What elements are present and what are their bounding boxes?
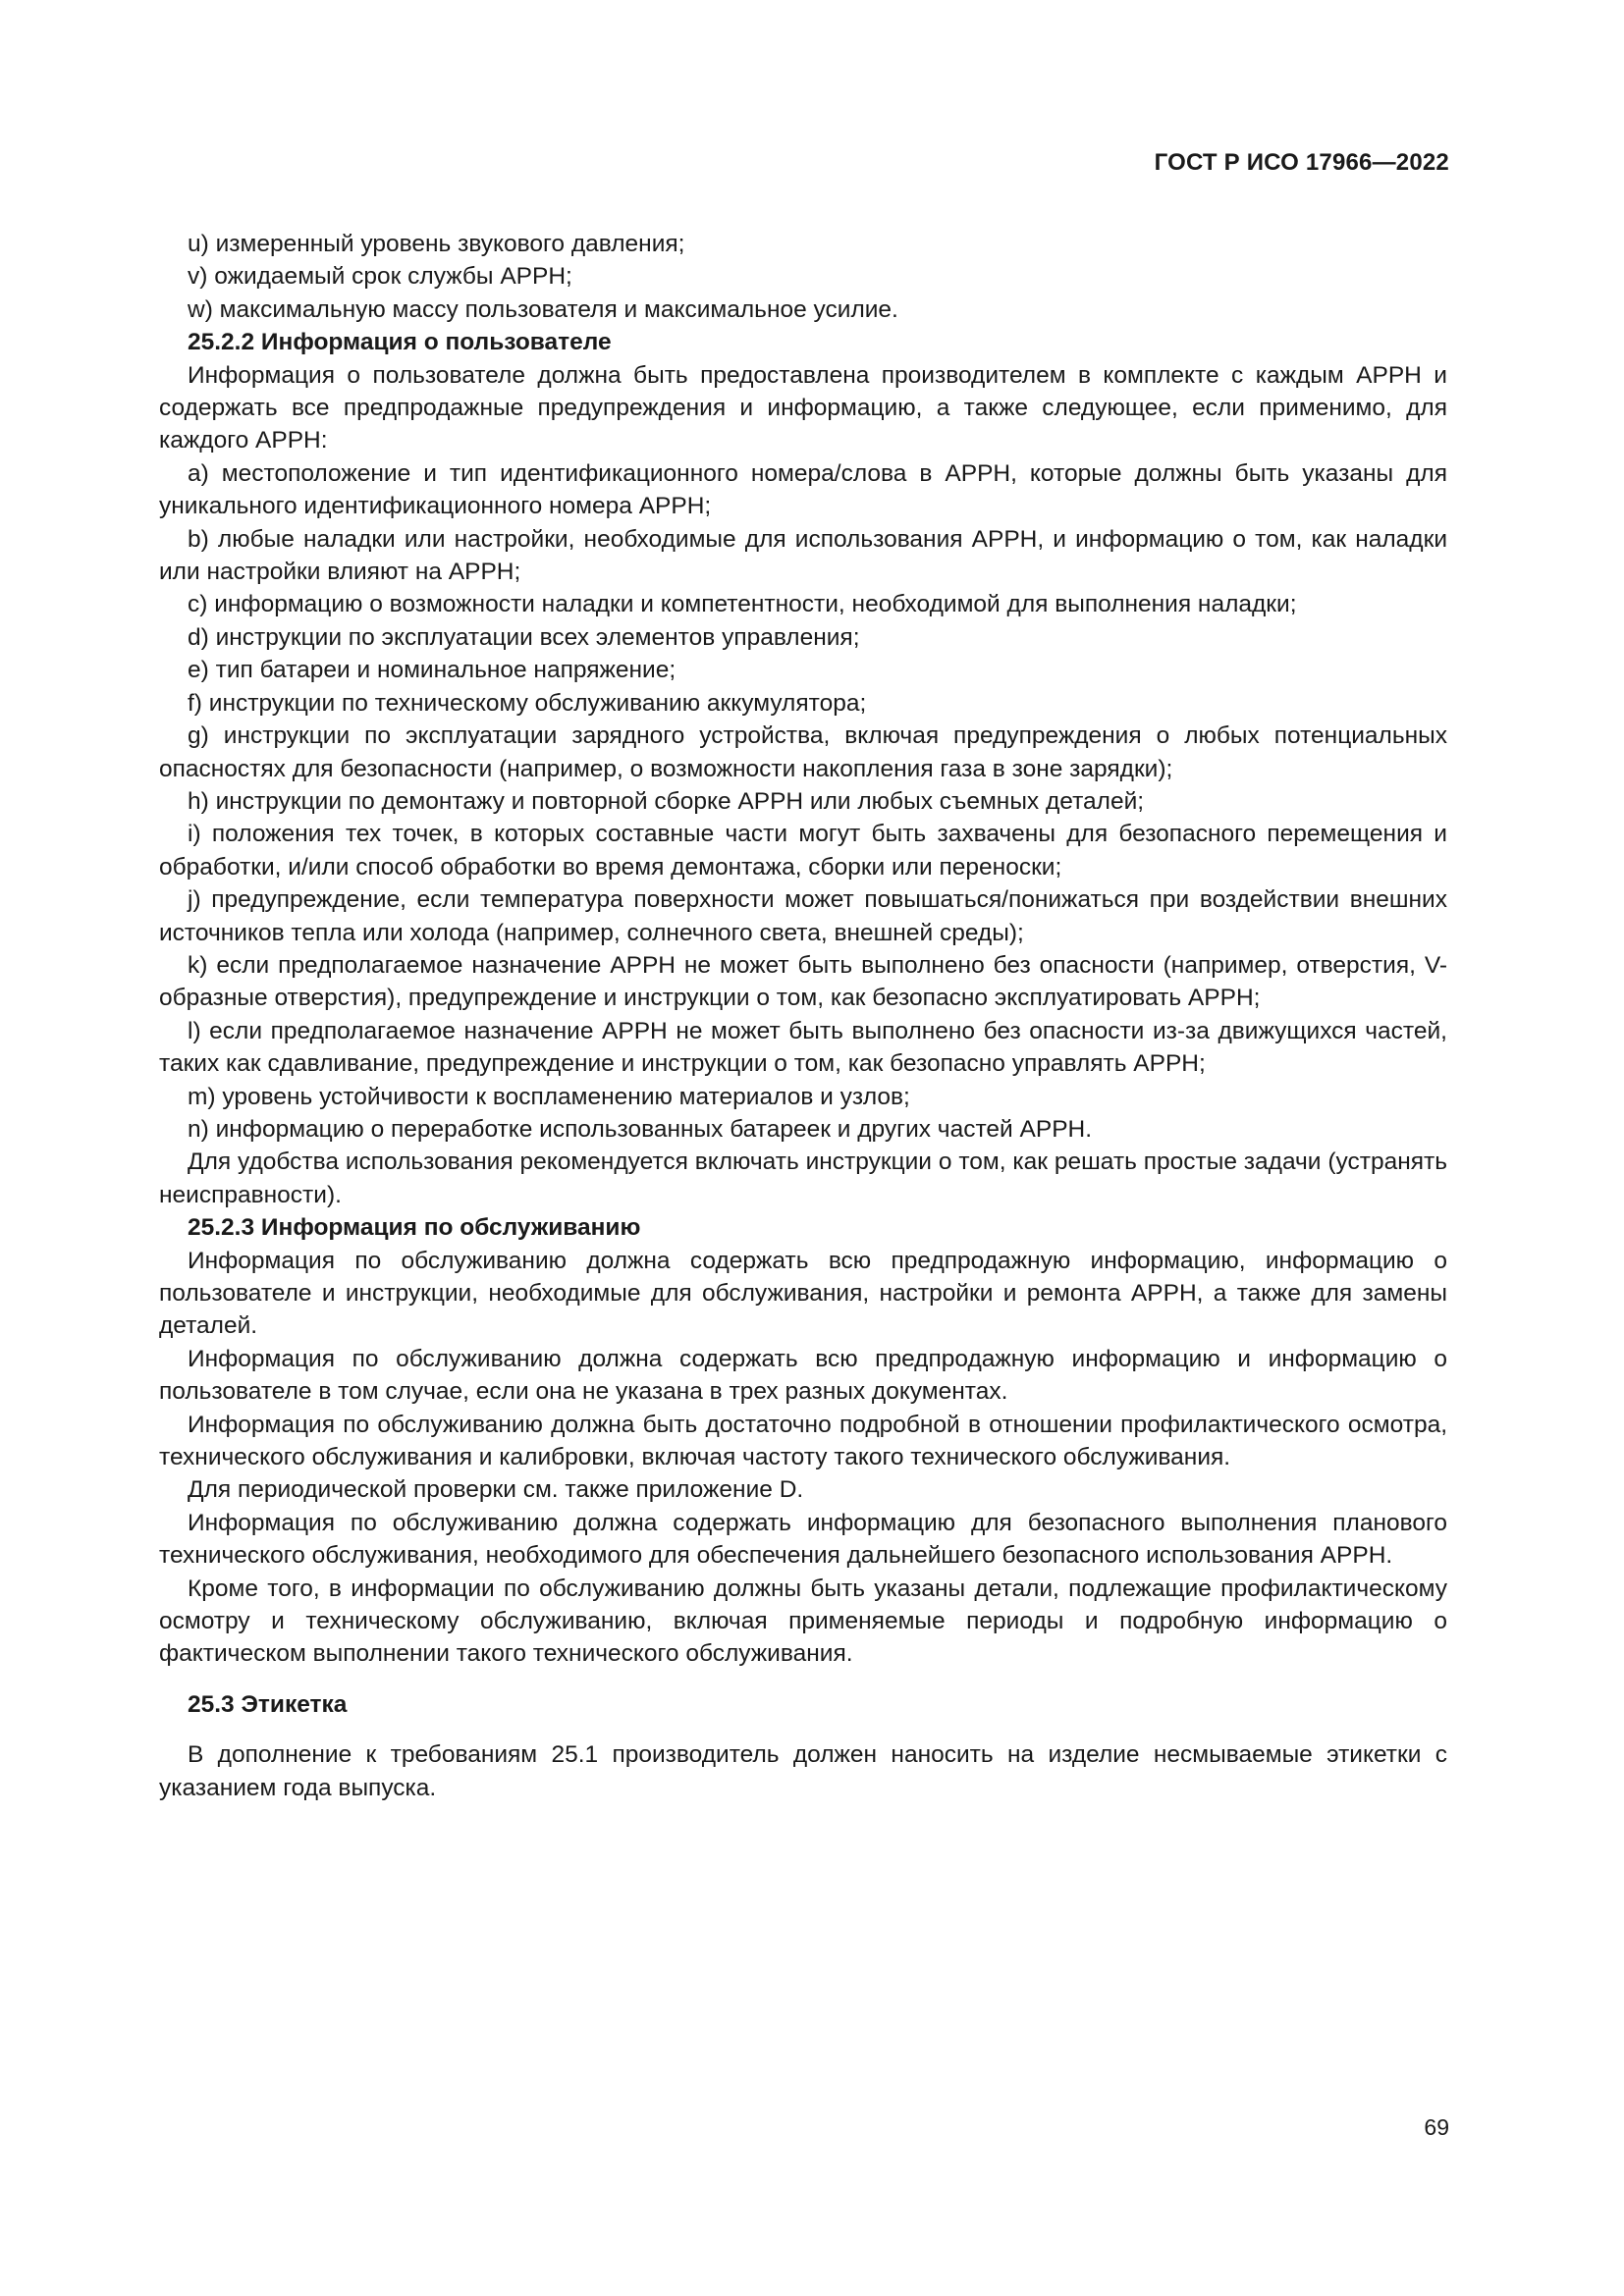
paragraph: Для удобства использования рекомендуется включать инструкции о том, как решать простые задачи (устранять неисправности).	[159, 1148, 1447, 1208]
list-item: e) тип батареи и номинальное напряжение;	[188, 657, 677, 684]
list-item: j) предупреждение, если температура поверхности может повышаться/понижаться при воздействии внешних источников тепла или холода (например, солнечного света, внешней среды);	[159, 886, 1447, 946]
list-item: v) ожидаемый срок службы АРРН;	[188, 263, 572, 291]
list-item: m) уровень устойчивости к воспламенению материалов и узлов;	[188, 1083, 910, 1110]
list-item: a) местоположение и тип идентификационного номера/слова в АРРН, которые должны быть указаны для уникального идентификационного номера АРРН;	[159, 459, 1447, 520]
paragraph: Для периодической проверки см. также приложение D.	[188, 1476, 804, 1504]
paragraph: Информация по обслуживанию должна содержать всю предпродажную информацию и информацию о пользователе в том случае, если она не указана в трех разных документах.	[159, 1345, 1447, 1406]
list-item: b) любые наладки или настройки, необходимые для использования АРРН, и информацию о том, как наладки или настройки влияют на АРРН;	[159, 525, 1447, 586]
list-item: n) информацию о переработке использованных батареек и других частей АРРН.	[188, 1115, 1093, 1143]
list-item: w) максимальную массу пользователя и максимальное усилие.	[188, 295, 898, 323]
list-item: u) измеренный уровень звукового давления;	[188, 231, 685, 257]
paragraph: Информация по обслуживанию должна содержать всю предпродажную информацию, информацию о пользователе и инструкции, необходимые для обслуживания, настройки и ремонта АРРН, а также для замены деталей.	[159, 1247, 1447, 1340]
paragraph: Информация по обслуживанию должна быть достаточно подробной в отношении профилактического осмотра, технического обслуживания и калибровки, включая частоту такого технического обслуживания.	[159, 1411, 1447, 1471]
section-heading: 25.2.2 Информация о пользователе	[188, 329, 612, 356]
list-item: c) информацию о возможности наладки и компетентности, необходимой для выполнения наладки;	[188, 591, 1297, 618]
paragraph: Информация о пользователе должна быть предоставлена производителем в комплекте с каждым АРРН и содержать все предпродажные предупреждения и информацию, а также следующее, если применимо, для каждого АРРН:	[159, 361, 1447, 454]
paragraph: Информация по обслуживанию должна содержать информацию для безопасного выполнения планового технического обслуживания, необходимого для обеспечения дальнейшего безопасного использования АРРН.	[159, 1509, 1447, 1570]
list-item: f) инструкции по техническому обслуживанию аккумулятора;	[188, 689, 867, 717]
section-heading: 25.3 Этикетка	[188, 1690, 348, 1718]
list-item: i) положения тех точек, в которых составные части могут быть захвачены для безопасного перемещения и обработки, и/или способ обработки во время демонтажа, сборки или переноски;	[159, 821, 1447, 881]
list-item: k) если предполагаемое назначение АРРН не может быть выполнено без опасности (например, отверстия, V-образные отверстия), предупреждение и инструкции о том, как безопасно эксплуатировать АРРН;	[159, 951, 1447, 1012]
document-code-header: ГОСТ Р ИСО 17966—2022	[1154, 149, 1449, 176]
page-number: 69	[1424, 2114, 1449, 2140]
list-item: l) если предполагаемое назначение АРРН не может быть выполнено без опасности из-за движущихся частей, таких как сдавливание, предупреждение и инструкции о том, как безопасно управлять АРРН;	[159, 1017, 1447, 1078]
paragraph: В дополнение к требованиям 25.1 производитель должен наносить на изделие несмываемые этикетки с указанием года выпуска.	[159, 1741, 1447, 1801]
list-item: h) инструкции по демонтажу и повторной сборке АРРН или любых съемных деталей;	[188, 787, 1145, 815]
section-heading: 25.2.3 Информация по обслуживанию	[188, 1214, 641, 1242]
paragraph: Кроме того, в информации по обслуживанию должны быть указаны детали, подлежащие профилактическому осмотру и техническому обслуживанию, включая применяемые периоды и подробную информацию о фактическом выполнении такого технического обслуживания.	[159, 1575, 1447, 1668]
document-body	[159, 228, 1447, 1804]
list-item: g) инструкции по эксплуатации зарядного устройства, включая предупреждения о любых потенциальных опасностях для безопасности (например, о возможности накопления газа в зоне зарядки);	[159, 722, 1447, 782]
list-item: d) инструкции по эксплуатации всех элементов управления;	[188, 623, 860, 651]
